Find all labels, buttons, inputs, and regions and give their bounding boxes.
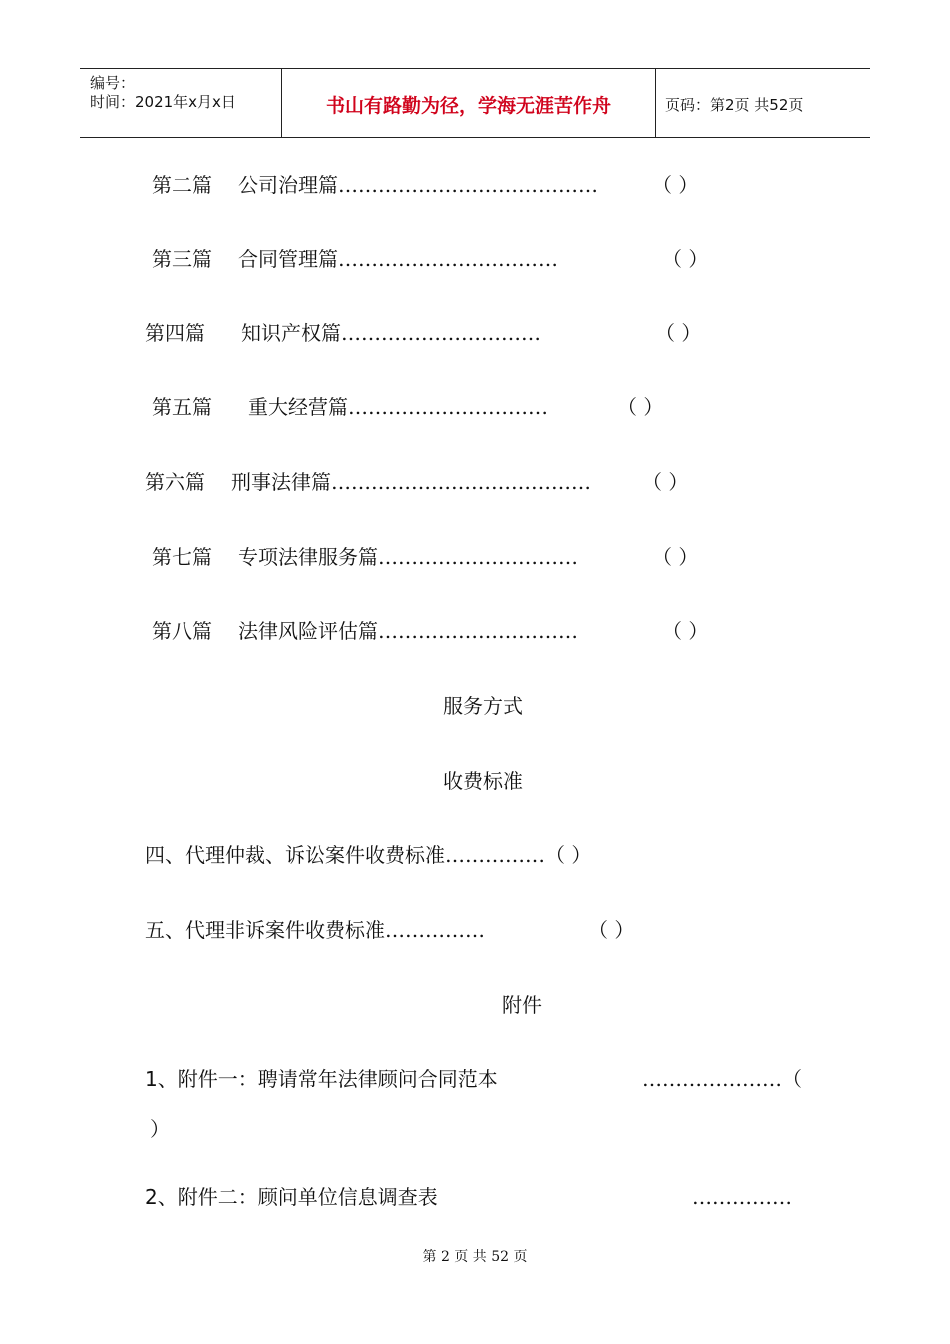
appendix-item-tail — [642, 1064, 802, 1094]
toc-title: 公司治理篇 — [238, 173, 338, 197]
toc-title: 专项法律服务篇 — [238, 545, 378, 569]
toc-chapter: 第七篇 — [152, 545, 212, 569]
toc-chapter: 第四篇 — [145, 321, 205, 345]
appendix-item — [145, 1182, 438, 1212]
appendix-item-dots: ………………… — [642, 1067, 782, 1091]
section-heading-service: 服务方式 — [443, 694, 523, 718]
toc-entry — [145, 318, 541, 348]
toc-chapter: 第二篇 — [152, 173, 212, 197]
toc-page-paren: （ ） — [662, 247, 709, 271]
toc-entry — [152, 244, 558, 274]
toc-dots: …………………………… — [338, 247, 558, 271]
fee-item-text: 五、代理非诉案件收费标准 — [145, 918, 385, 942]
toc-dots: ………………………… — [378, 545, 578, 569]
toc-chapter: 第六篇 — [145, 470, 205, 494]
toc-page-paren: （ ） — [652, 173, 699, 197]
header-number: 编号： — [90, 74, 136, 92]
toc-page-paren: （ ） — [662, 619, 709, 643]
toc-chapter: 第五篇 — [152, 395, 212, 419]
toc-page-paren: （ ） — [652, 545, 699, 569]
toc-page-paren: （ ） — [642, 470, 689, 494]
toc-title: 知识产权篇 — [241, 321, 341, 345]
toc-dots: ………………………… — [341, 321, 541, 345]
fee-item-paren: （ ） — [545, 843, 592, 867]
appendix-item-paren-open: （ — [782, 1067, 802, 1091]
appendix-item-text: 2、附件二：顾问单位信息调查表 — [145, 1185, 438, 1209]
toc-chapter: 第三篇 — [152, 247, 212, 271]
page-footer: 第 2 页 共 52 页 — [422, 1249, 528, 1265]
toc-entry — [145, 467, 591, 497]
toc-title: 合同管理篇 — [238, 247, 338, 271]
header-page-number: 页码：第2页 共52页 — [665, 96, 804, 114]
appendix-item-paren-close: ） — [150, 1117, 170, 1141]
section-heading-appendix: 附件 — [502, 993, 542, 1017]
toc-title: 刑事法律篇 — [231, 470, 331, 494]
section-heading-fee: 收费标准 — [443, 769, 523, 793]
toc-entry — [152, 542, 578, 572]
header-page-cell — [655, 69, 870, 137]
toc-entry — [152, 616, 578, 646]
toc-title: 重大经营篇 — [248, 395, 348, 419]
toc-dots: ………………………………… — [331, 470, 591, 494]
fee-item — [145, 840, 591, 870]
toc-page-paren: （ ） — [655, 321, 702, 345]
header-time: 时间：2021年x月x日 — [90, 93, 236, 111]
toc-page-paren: （ ） — [617, 395, 664, 419]
toc-entry — [152, 392, 548, 422]
toc-dots: ………………………… — [348, 395, 548, 419]
header-meta-cell — [80, 69, 280, 137]
appendix-item-text: 1、附件一：聘请常年法律顾问合同范本 — [145, 1067, 498, 1091]
toc-entry — [152, 170, 598, 200]
toc-chapter: 第八篇 — [152, 619, 212, 643]
appendix-item-dots: …………… — [692, 1185, 792, 1209]
fee-item-paren: （ ） — [588, 918, 635, 942]
fee-item-text: 四、代理仲裁、诉讼案件收费标准 — [145, 843, 445, 867]
toc-title: 法律风险评估篇 — [238, 619, 378, 643]
fee-item-dots: …………… — [445, 843, 545, 867]
appendix-item — [145, 1064, 498, 1094]
fee-item — [145, 915, 485, 945]
toc-dots: ………………………………… — [338, 173, 598, 197]
header-motto: 书山有路勤为径，学海无涯苦作舟 — [325, 95, 611, 117]
fee-item-dots: …………… — [385, 918, 485, 942]
header-motto-cell — [281, 69, 656, 137]
toc-dots: ………………………… — [378, 619, 578, 643]
page-header — [80, 68, 870, 138]
